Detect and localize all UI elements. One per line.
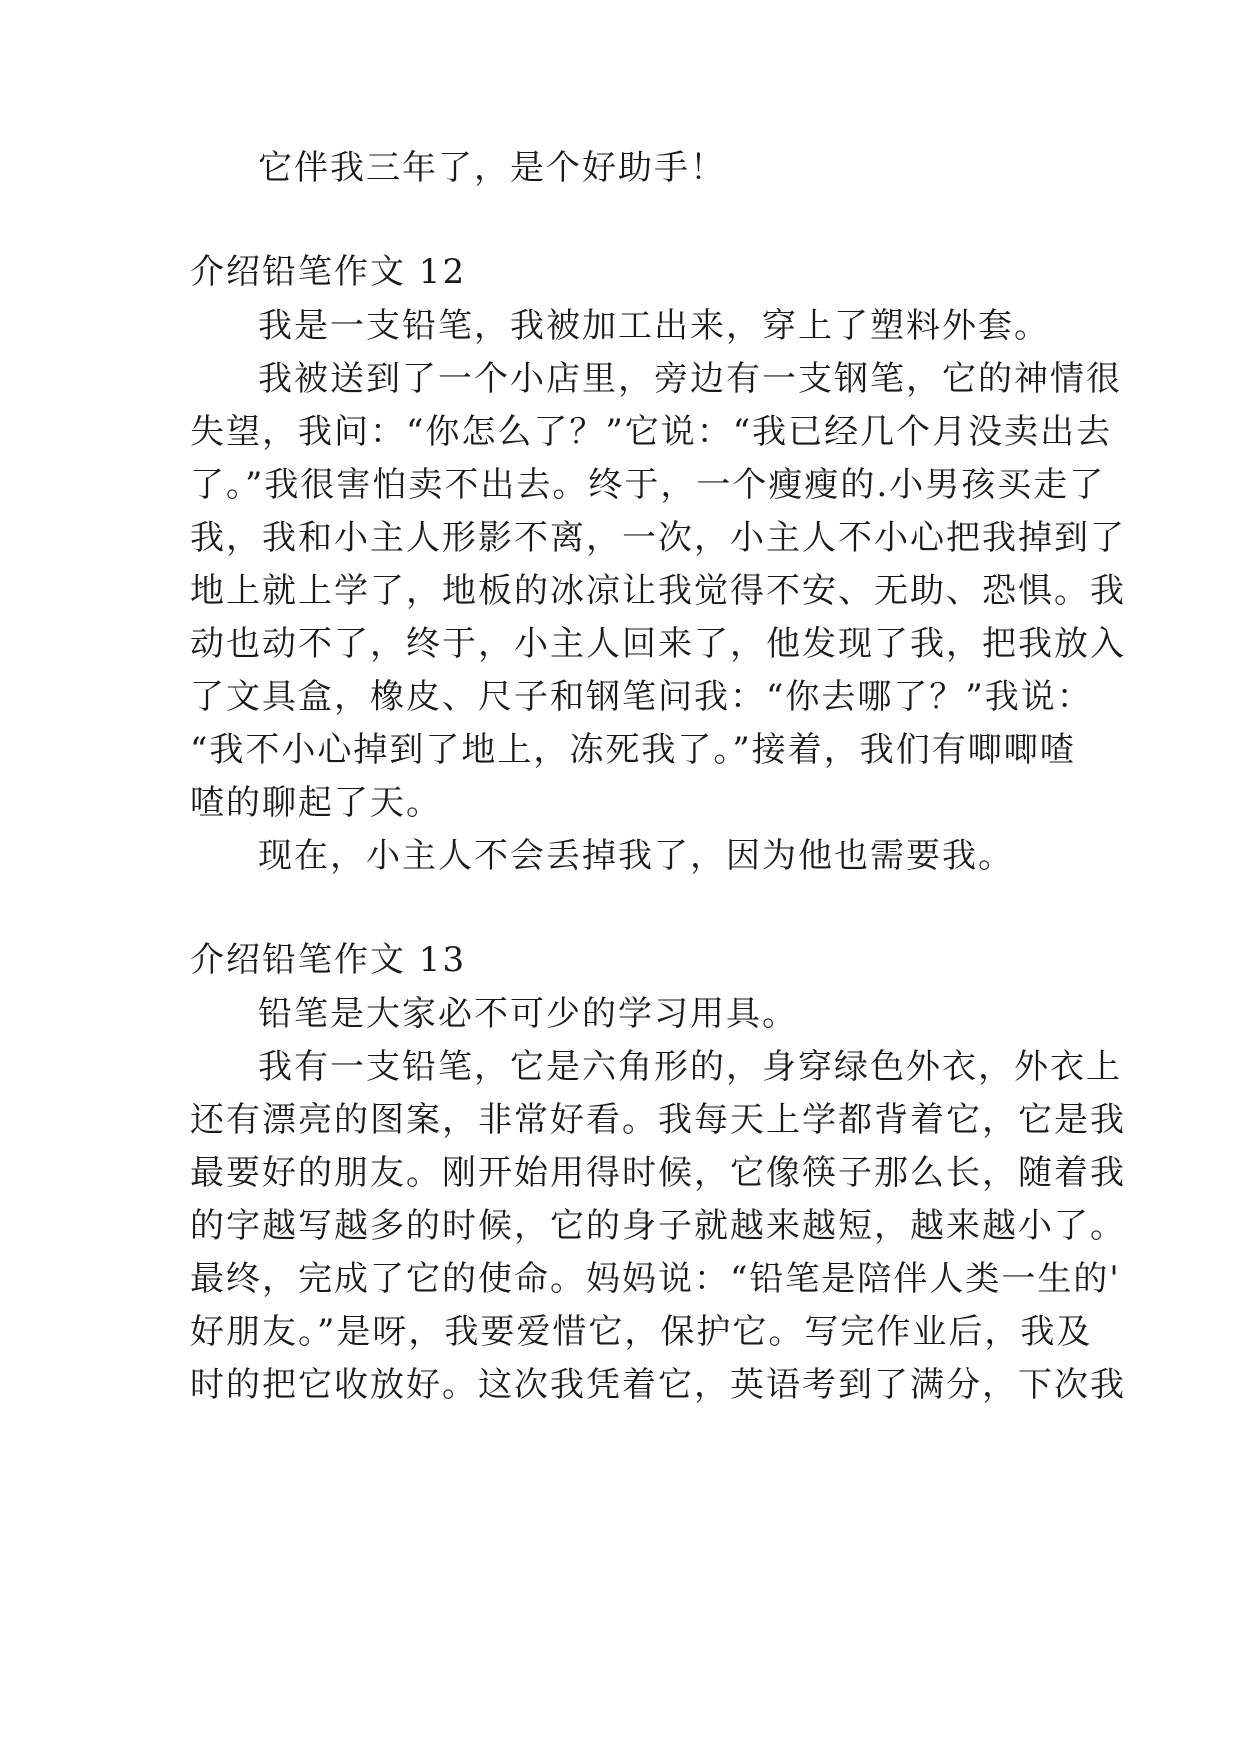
- paragraph-line: 铅笔是大家必不可少的学习用具。: [258, 994, 798, 1034]
- paragraph-line: “我不小心掉到了地上，冻死我了。”接着，我们有唧唧喳: [190, 730, 1076, 770]
- paragraph-line: 它伴我三年了，是个好助手！: [258, 148, 726, 188]
- paragraph-line: 了。”我很害怕卖不出去。终于，一个瘦瘦的.小男孩买走了: [190, 465, 1106, 505]
- paragraph-line: 现在，小主人不会丢掉我了，因为他也需要我。: [258, 836, 1014, 876]
- paragraph-line: 我被送到了一个小店里，旁边有一支钢笔，它的神情很: [258, 359, 1122, 399]
- paragraph-line: 失望，我问：“你怎么了？”它说：“我已经几个月没卖出去: [190, 412, 1113, 452]
- paragraph-line: 的字越写越多的时候，它的身子就越来越短，越来越小了。: [190, 1206, 1126, 1246]
- paragraph-line: 了文具盒，橡皮、尺子和钢笔问我：“你去哪了？”我说：: [190, 677, 1093, 717]
- paragraph-line: 喳的聊起了天。: [190, 783, 442, 823]
- section-heading-12: 介绍铅笔作文 12: [190, 252, 467, 292]
- paragraph-line: 还有漂亮的图案，非常好看。我每天上学都背着它，它是我: [190, 1100, 1126, 1140]
- paragraph-line: 地上就上学了，地板的冰凉让我觉得不安、无助、恐惧。我: [190, 571, 1126, 611]
- paragraph-line: 我是一支铅笔，我被加工出来，穿上了塑料外套。: [258, 306, 1050, 346]
- section-heading-13: 介绍铅笔作文 13: [190, 940, 467, 980]
- paragraph-line: 动也动不了，终于，小主人回来了，他发现了我，把我放入: [190, 624, 1126, 664]
- paragraph-line: 好朋友。”是呀，我要爱惜它，保护它。写完作业后，我及: [190, 1312, 1093, 1352]
- paragraph-line: 我，我和小主人形影不离，一次，小主人不小心把我掉到了: [190, 518, 1126, 558]
- paragraph-line: 最要好的朋友。刚开始用得时候，它像筷子那么长，随着我: [190, 1153, 1126, 1193]
- paragraph-line: 时的把它收放好。这次我凭着它，英语考到了满分，下次我: [190, 1365, 1126, 1405]
- paragraph-line: 我有一支铅笔，它是六角形的，身穿绿色外衣，外衣上: [258, 1047, 1122, 1087]
- paragraph-line: 最终，完成了它的使命。妈妈说：“铅笔是陪伴人类一生的': [190, 1259, 1121, 1299]
